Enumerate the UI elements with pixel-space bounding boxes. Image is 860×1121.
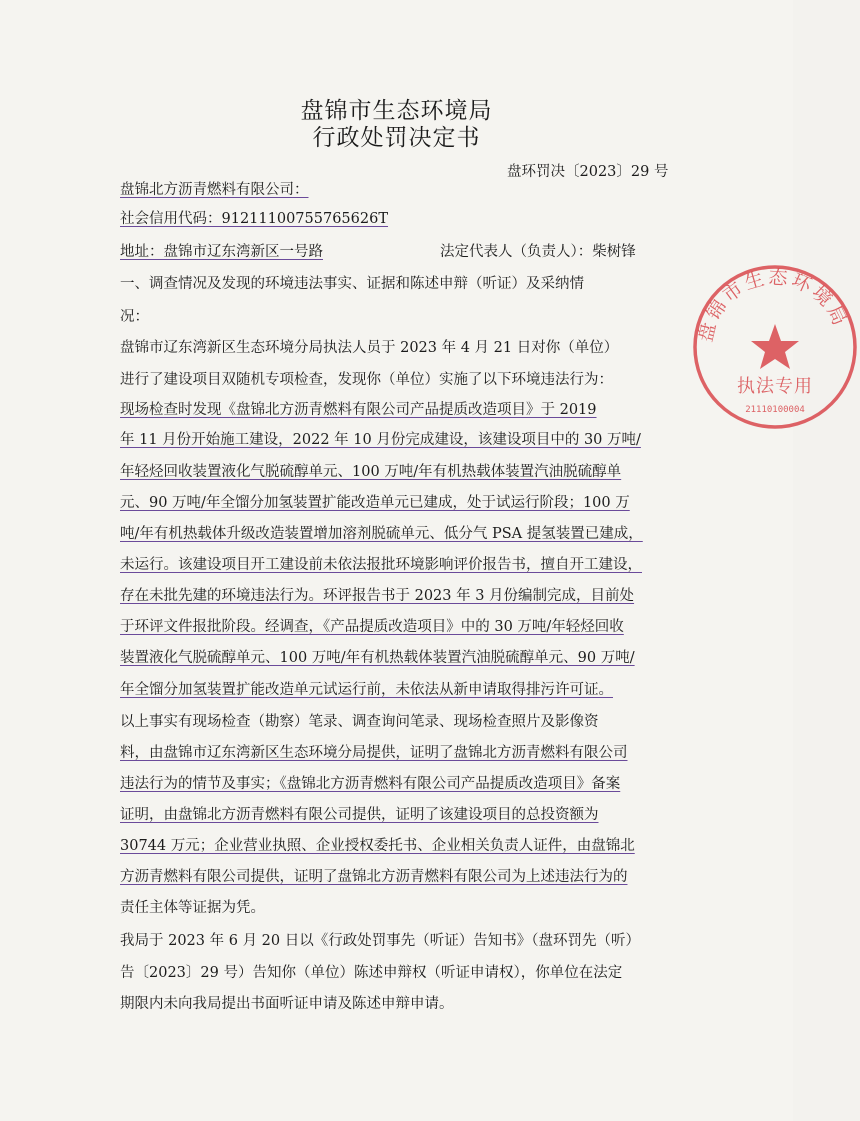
body-line: 证明，由盘锦北方沥青燃料有限公司提供，证明了该建设项目的总投资额为: [120, 807, 599, 823]
body-line: 装置液化气脱硫醇单元、100 万吨/年有机热载体装置汽油脱硫醇单元、90 万吨/: [120, 650, 635, 666]
body-line: 现场检查时发现《盘锦北方沥青燃料有限公司产品提质改造项目》于 2019: [120, 402, 597, 418]
svg-text:盘锦市生态环境局: 盘锦市生态环境局: [694, 266, 852, 345]
svg-text:执法专用: 执法专用: [737, 376, 813, 397]
svg-text:21110100004: 21110100004: [745, 405, 805, 415]
recipient-name: 盘锦北方沥青燃料有限公司：: [120, 182, 309, 198]
body-line: 年轻烃回收装置液化气脱硫醇单元、100 万吨/年有机热载体装置汽油脱硫醇单: [120, 464, 622, 480]
body-line: 吨/年有机热载体升级改造装置增加溶剂脱硫单元、低分气 PSA 提氢装置已建成，: [120, 526, 643, 542]
body-line: 告〔2023〕29 号）告知你（单位）陈述申辩权（听证申请权），你单位在法定: [120, 965, 623, 981]
official-seal-stamp: [690, 262, 860, 432]
body-line: 一、调查情况及发现的环境违法事实、证据和陈述申辩（听证）及采纳情: [120, 276, 584, 292]
body-line: 年全馏分加氢装置扩能改造单元试运行前，未依法从新申请取得排污许可证。: [120, 682, 613, 698]
body-line: 违法行为的情节及事实；《盘锦北方沥青燃料有限公司产品提质改造项目》备案: [120, 776, 621, 792]
body-line: 料，由盘锦市辽东湾新区生态环境分局提供，证明了盘锦北方沥青燃料有限公司: [120, 745, 628, 761]
body-line: 存在未批先建的环境违法行为。环评报告书于 2023 年 3 月份编制完成，目前处: [120, 588, 635, 604]
body-line: 方沥青燃料有限公司提供，证明了盘锦北方沥青燃料有限公司为上述违法行为的: [120, 869, 628, 885]
body-line: 元、90 万吨/年全馏分加氢装置扩能改造单元已建成，处于试运行阶段；100 万: [120, 495, 630, 511]
body-line: 年 11 月份开始施工建设，2022 年 10 月份完成建设，该建设项目中的 30 万吨/: [120, 432, 641, 448]
body-line: 30744 万元；企业营业执照、企业授权委托书、企业相关负责人证件，由盘锦北: [120, 838, 635, 854]
credit-code: 社会信用代码：91211100755765626T: [120, 211, 389, 227]
title-line-2: 行政处罚决定书: [312, 125, 481, 151]
body-line: 于环评文件报批阶段。经调查，《产品提质改造项目》中的 30 万吨/年轻烃回收: [120, 619, 624, 635]
body-line: 期限内未向我局提出书面听证申请及陈述申辩申请。: [120, 996, 454, 1012]
legal-representative: 法定代表人（负责人）：柴树锋: [440, 244, 636, 260]
body-line: 况：: [120, 309, 149, 325]
body-line: 盘锦市辽东湾新区生态环境分局执法人员于 2023 年 4 月 21 日对你（单位）: [120, 340, 619, 356]
body-line: 以上事实有现场检查（勘察）笔录、调查询问笔录、现场检查照片及影像资: [120, 714, 599, 730]
body-line: 我局于 2023 年 6 月 20 日以《行政处罚事先（听证）告知书》（盘环罚先（听）: [120, 933, 640, 949]
title-line-1: 盘锦市生态环境局: [300, 98, 493, 124]
address: 地址：盘锦市辽东湾新区一号路: [120, 244, 323, 260]
body-line: 进行了建设项目双随机专项检查，发现你（单位）实施了以下环境违法行为：: [120, 372, 613, 388]
body-line: 未运行。该建设项目开工建设前未依法报批环境影响评价报告书，擅自开工建设，: [120, 557, 642, 573]
body-line: 责任主体等证据为凭。: [120, 900, 265, 916]
document-number: 盘环罚决〔2023〕29 号: [507, 164, 669, 180]
